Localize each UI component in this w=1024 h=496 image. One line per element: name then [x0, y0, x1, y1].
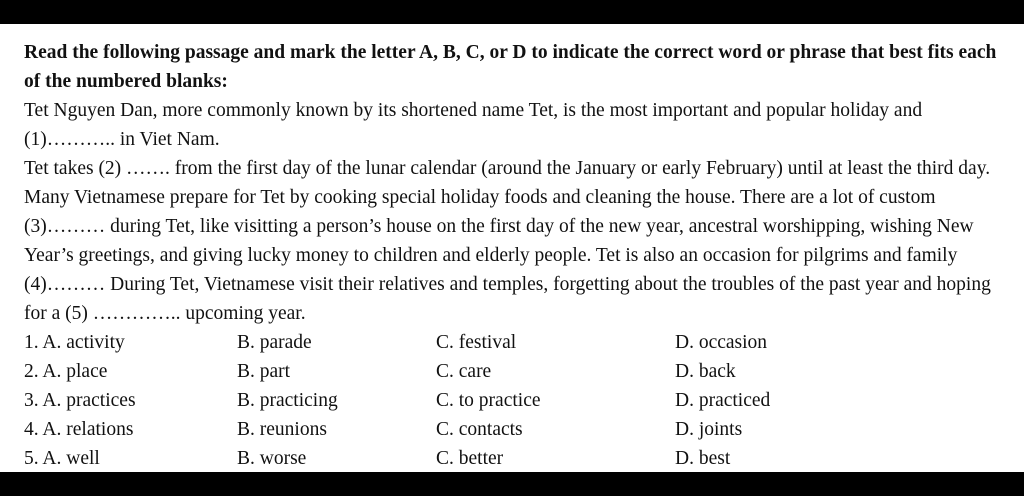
- option-a: 1. A. activity: [24, 332, 125, 353]
- option-c: C. better: [436, 448, 504, 469]
- option-d: D. back: [675, 361, 736, 382]
- option-a: 4. A. relations: [24, 419, 134, 440]
- option-d: D. practiced: [675, 390, 771, 411]
- question-row-1: [24, 328, 1016, 357]
- question-row-5: [24, 444, 1016, 472]
- question-row-3: [24, 386, 1016, 415]
- option-c: C. festival: [436, 332, 517, 353]
- option-a: 3. A. practices: [24, 390, 136, 411]
- option-a: 2. A. place: [24, 361, 108, 382]
- option-c: C. to practice: [436, 390, 541, 411]
- option-c: C. contacts: [436, 419, 523, 440]
- question-row-2: [24, 357, 1016, 386]
- question-row-4: [24, 415, 1016, 444]
- option-d: D. occasion: [675, 332, 768, 353]
- option-b: B. parade: [237, 332, 312, 353]
- document-content: [24, 38, 1016, 472]
- answer-options: [24, 328, 1016, 472]
- option-b: B. reunions: [237, 419, 327, 440]
- document-page: [0, 24, 1024, 472]
- passage-paragraph-2: Tet takes (2) ……. from the first day of the lunar calendar (around the January or early February) until at least the third day. Many Vietnamese prepare for Tet by cooking special holiday foods and cleaning the house. There are a lot of custom (3)……… during Tet, like visitting a person’s house on the first day of the new year, ancestral worshipping, wishing New Year’s greetings, and giving lucky money to children and elderly people. Tet is also an occasion for pilgrims and family (4)……… During Tet, Vietnamese visit their relatives and temples, forgetting about the troubles of the past year and hoping for a (5) ………….. upcoming year.: [24, 158, 991, 324]
- option-d: D. best: [675, 448, 731, 469]
- option-b: B. practicing: [237, 390, 338, 411]
- option-b: B. worse: [237, 448, 307, 469]
- instruction-text: Read the following passage and mark the letter A, B, C, or D to indicate the correct word or phrase that best fits each of the numbered blanks:: [24, 42, 997, 92]
- option-b: B. part: [237, 361, 291, 382]
- option-d: D. joints: [675, 419, 743, 440]
- passage-paragraph-1: Tet Nguyen Dan, more commonly known by its shortened name Tet, is the most important and popular holiday and (1)……….. in Viet Nam.: [24, 100, 923, 150]
- option-a: 5. A. well: [24, 448, 100, 469]
- option-c: C. care: [436, 361, 492, 382]
